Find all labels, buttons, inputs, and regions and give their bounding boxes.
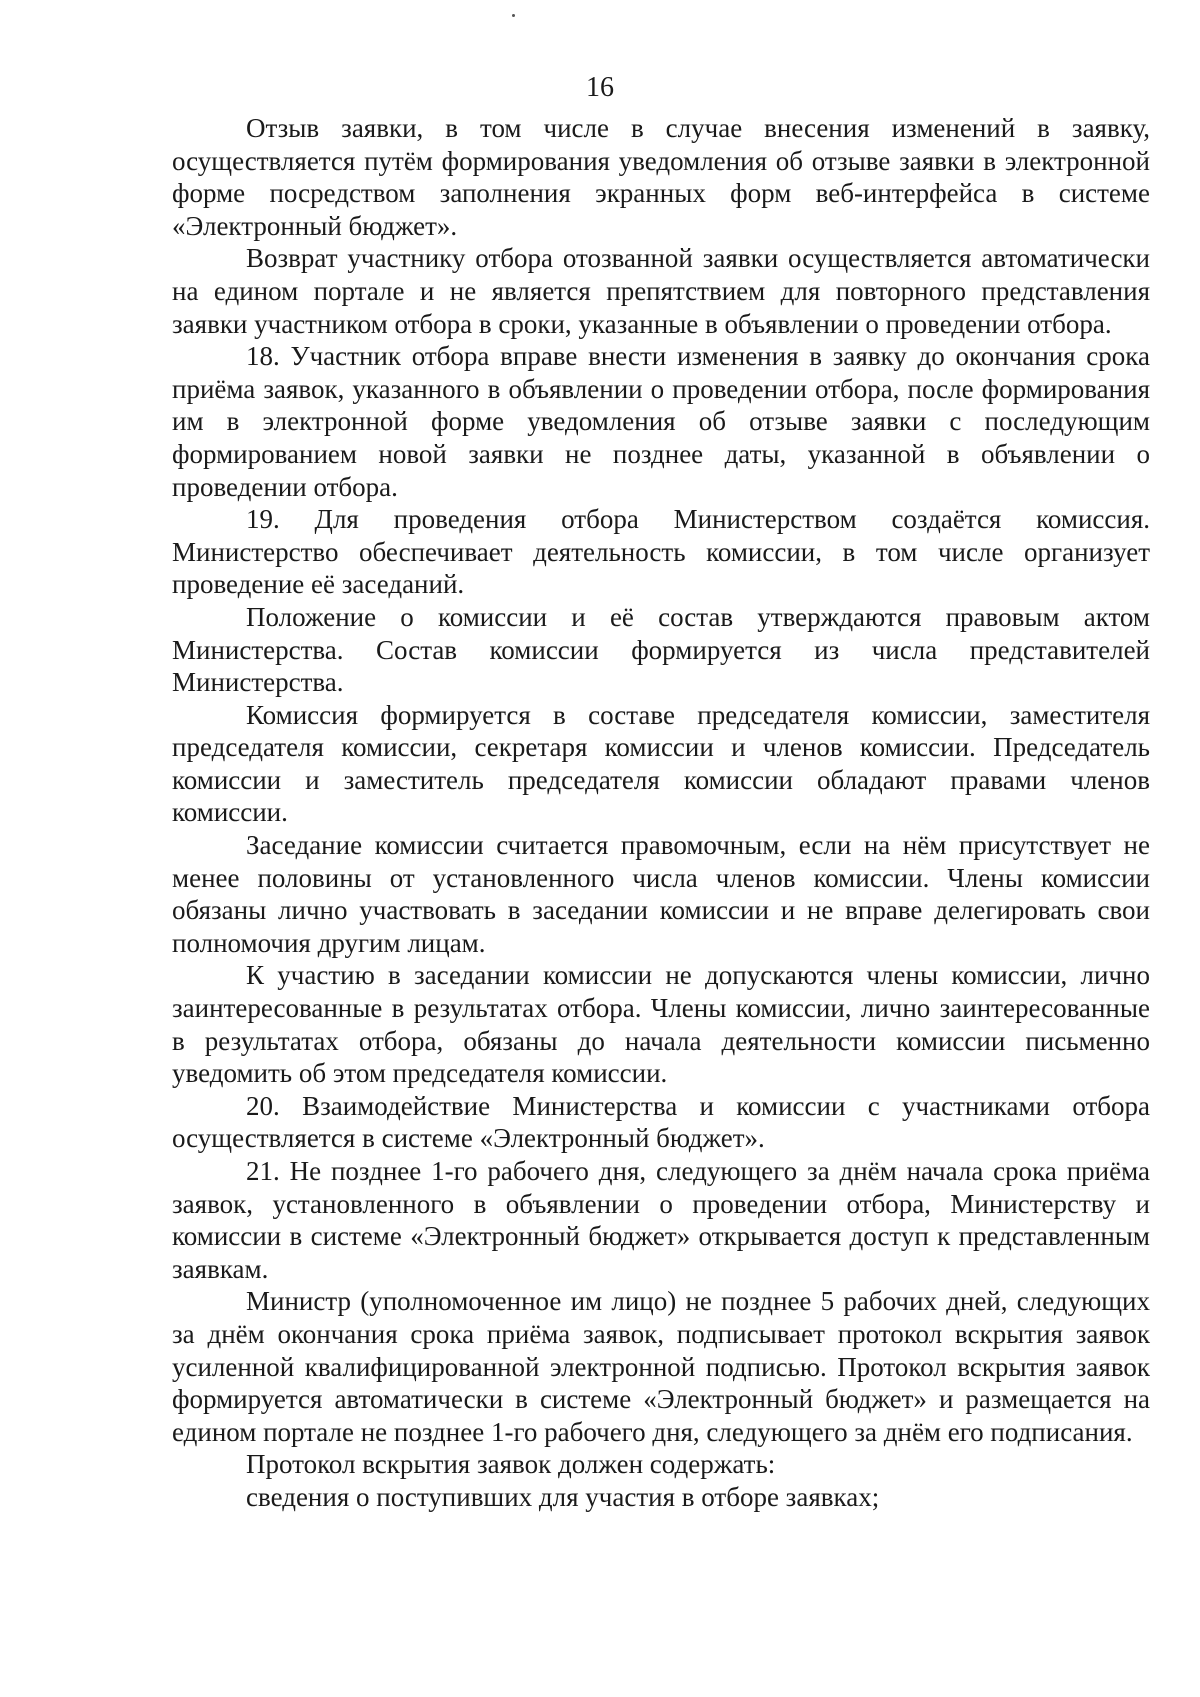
paragraph: 19. Для проведения отбора Министерством создаётся комиссия. Министерство обеспечивает деятельность комиссии, в том числе организует проведение её заседаний.	[172, 504, 1150, 600]
paragraph: сведения о поступивших для участия в отборе заявках;	[246, 1481, 880, 1512]
paragraph: К участию в заседании комиссии не допускаются члены комиссии, лично заинтересованные в результатах отбора. Члены комиссии, лично заинтересованные в результатах отбора, обязаны до начала деятельности комиссии письменно уведомить об этом председателя комиссии.	[172, 960, 1150, 1089]
paragraph: 18. Участник отбора вправе внести изменения в заявку до окончания срока приёма заявок, указанного в объявлении о проведении отбора, после формирования им в электронной форме уведомления об отзыве заявки с последующим формированием новой заявки не позднее даты, указанной в объявлении о проведении отбора.	[172, 341, 1150, 502]
paragraph: Министр (уполномоченное им лицо) не позднее 5 рабочих дней, следующих за днём окончания срока приёма заявок, подписывает протокол вскрытия заявок усиленной квалифицированной электронной подписью. Протокол вскрытия заявок формируется автоматически в системе «Электронный бюджет» и размещается на едином портале не позднее 1-го рабочего дня, следующего за днём его подписания.	[172, 1286, 1150, 1447]
scan-speck	[512, 14, 515, 17]
paragraph: Отзыв заявки, в том числе в случае внесения изменений в заявку, осуществляется путём формирования уведомления об отзыве заявки в электронной форме посредством заполнения экранных форм веб-интерфейса в системе «Электронный бюджет».	[172, 113, 1150, 241]
paragraph: Протокол вскрытия заявок должен содержать:	[246, 1449, 776, 1480]
paragraph: 20. Взаимодействие Министерства и комиссии с участниками отбора осуществляется в системе «Электронный бюджет».	[172, 1090, 1150, 1154]
paragraph: Возврат участнику отбора отозванной заявки осуществляется автоматически на едином портале и не является препятствием для повторного представления заявки участником отбора в сроки, указанные в объявлении о проведении отбора.	[172, 243, 1150, 339]
document-body	[172, 112, 1150, 1514]
paragraph: Комиссия формируется в составе председателя комиссии, заместителя председателя комиссии, секретаря комиссии и членов комиссии. Председатель комиссии и заместитель председателя комиссии обладают правами членов комиссии.	[172, 699, 1150, 828]
paragraph: Заседание комиссии считается правомочным, если на нём присутствует не менее половины от установленного числа членов комиссии. Члены комиссии обязаны лично участвовать в заседании комиссии и не вправе делегировать свои полномочия другим лицам.	[172, 830, 1150, 958]
paragraph: Положение о комиссии и её состав утверждаются правовым актом Министерства. Состав комиссии формируется из числа представителей Министерства.	[172, 601, 1150, 698]
paragraph: 21. Не позднее 1-го рабочего дня, следующего за днём начала срока приёма заявок, установленного в объявлении о проведении отбора, Министерству и комиссии в системе «Электронный бюджет» открывается доступ к представленным заявкам.	[172, 1156, 1150, 1284]
page-number: 16	[586, 72, 614, 103]
